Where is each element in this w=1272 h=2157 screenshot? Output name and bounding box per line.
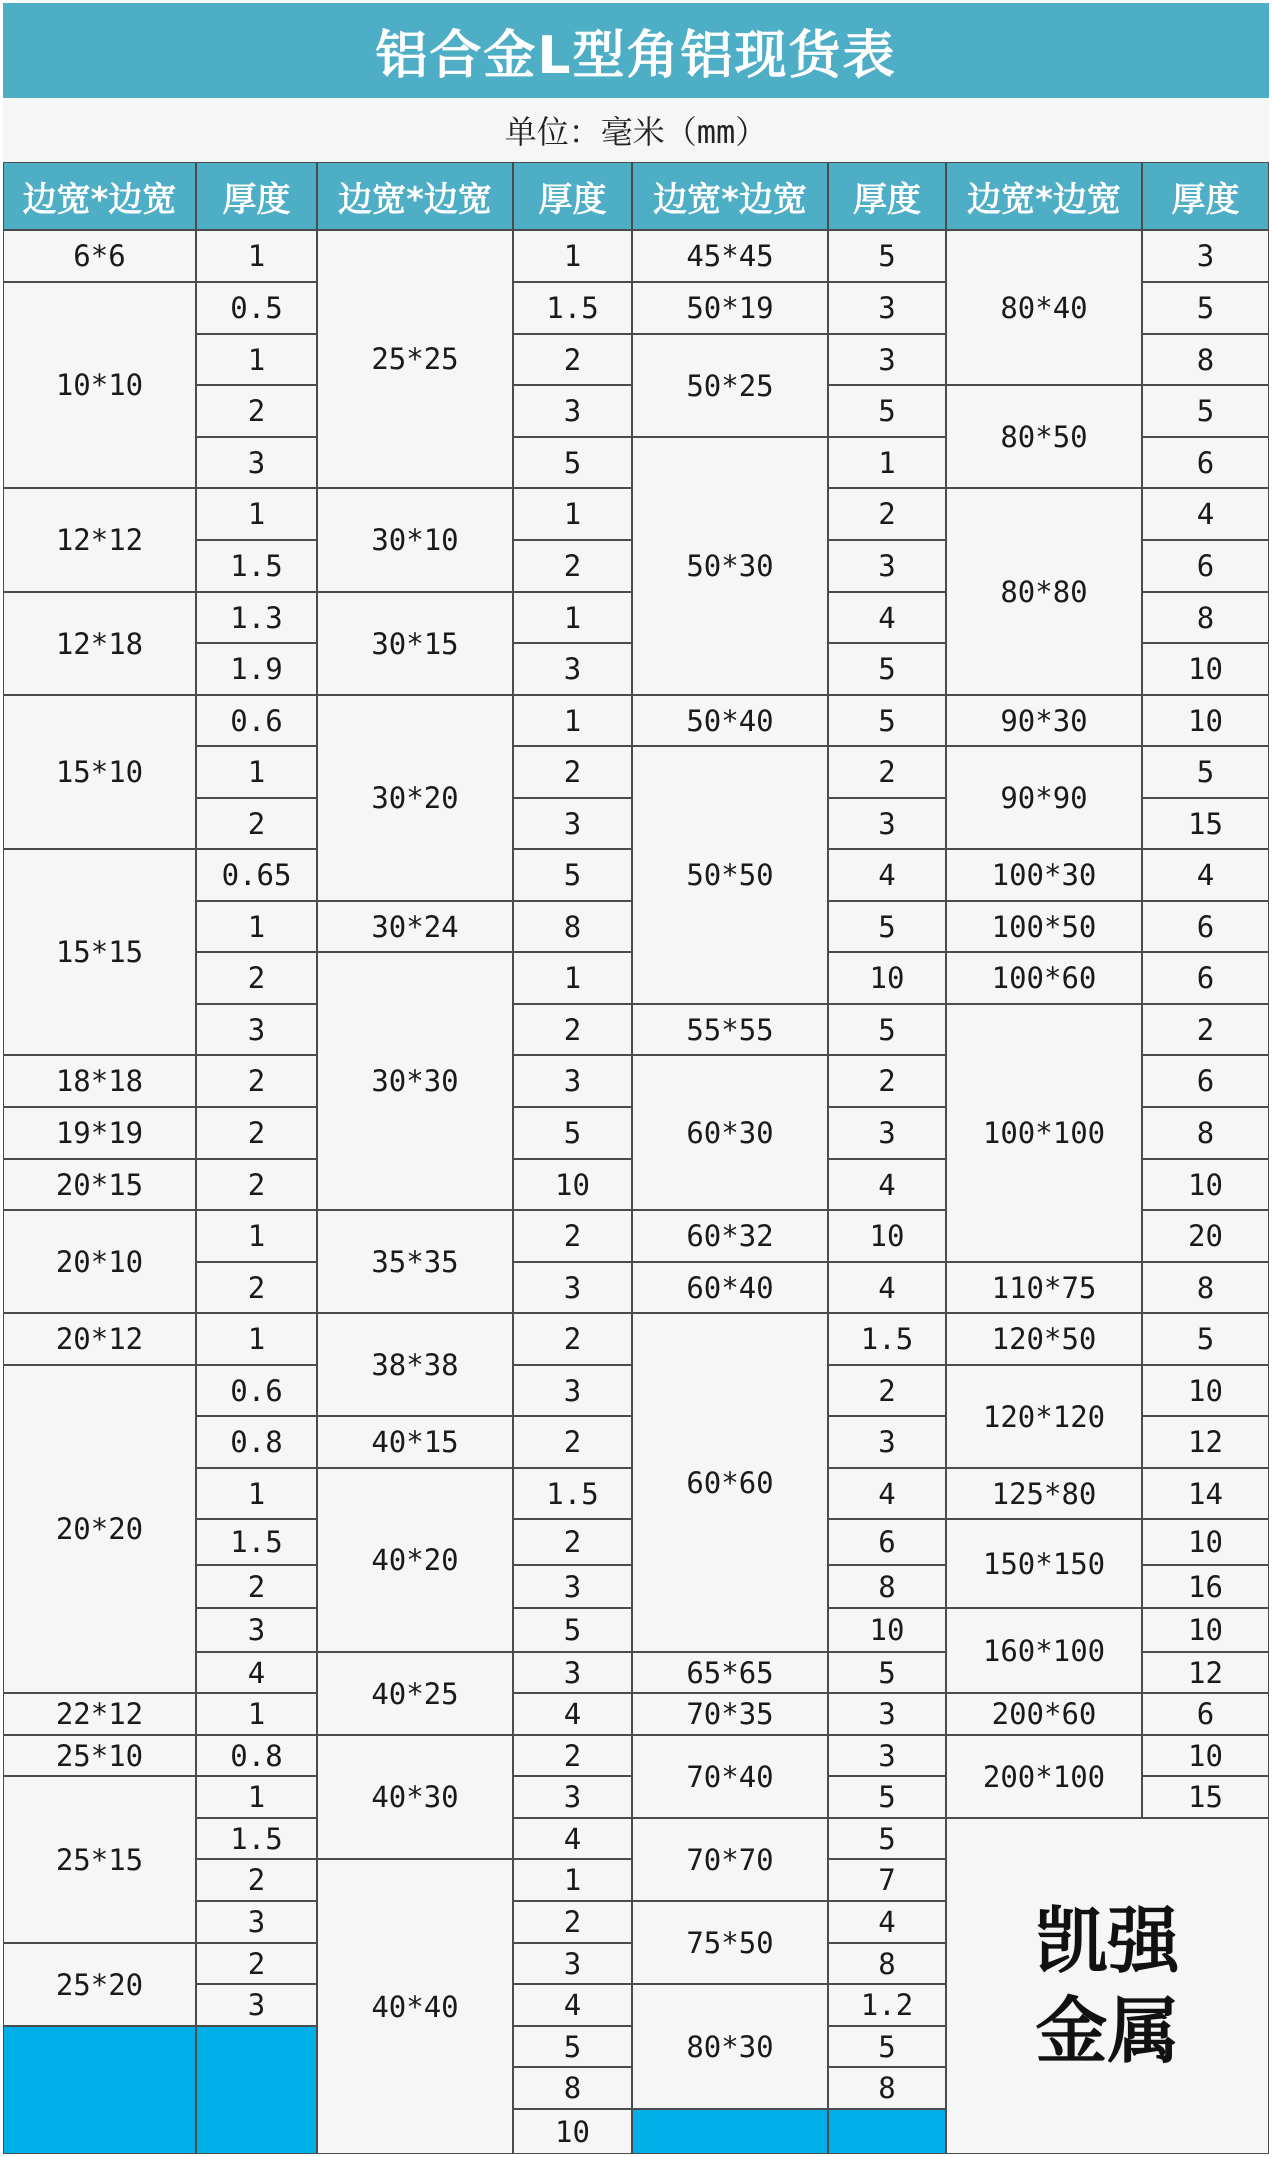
thickness-cell: 1: [196, 1468, 317, 1519]
thickness-cell: 1.5: [196, 1818, 317, 1859]
thickness-cell: 1: [196, 901, 317, 952]
column-header: 边宽*边宽: [3, 162, 196, 230]
thickness-cell: 2: [828, 488, 946, 540]
size-cell: 25*20: [3, 1943, 196, 2026]
thickness-cell: 3: [828, 334, 946, 385]
thickness-cell: 3: [513, 1565, 632, 1608]
thickness-cell: 3: [513, 1943, 632, 1984]
thickness-cell: 3: [196, 1004, 317, 1055]
thickness-cell: 15: [1142, 1776, 1269, 1818]
size-cell: 50*30: [632, 437, 828, 695]
size-cell: 90*30: [946, 695, 1142, 746]
thickness-cell: 1: [513, 695, 632, 746]
size-cell: 20*15: [3, 1159, 196, 1210]
thickness-cell: 10: [828, 1608, 946, 1652]
thickness-cell: 2: [828, 1055, 946, 1107]
column-header: 边宽*边宽: [946, 162, 1142, 230]
thickness-cell: 5: [828, 1776, 946, 1818]
thickness-cell: 1: [828, 437, 946, 488]
thickness-cell: 10: [1142, 695, 1269, 746]
thickness-cell: 10: [1142, 1608, 1269, 1652]
size-cell: 80*40: [946, 230, 1142, 385]
thickness-cell: 12: [1142, 1416, 1269, 1468]
thickness-cell: 5: [828, 695, 946, 746]
thickness-cell: 4: [1142, 849, 1269, 901]
thickness-cell: 3: [513, 643, 632, 695]
size-cell: 25*25: [317, 230, 513, 488]
thickness-cell: 3: [1142, 230, 1269, 282]
stock-table: [3, 162, 1269, 2154]
size-cell: 160*100: [946, 1608, 1142, 1693]
size-cell: 12*12: [3, 488, 196, 592]
thickness-cell: 5: [513, 1608, 632, 1652]
thickness-cell: 2: [196, 952, 317, 1004]
thickness-cell: 2: [196, 1107, 317, 1159]
thickness-cell: 3: [196, 1608, 317, 1652]
thickness-cell: 6: [1142, 1055, 1269, 1107]
size-cell: 30*24: [317, 901, 513, 952]
thickness-cell: 5: [1142, 746, 1269, 798]
thickness-cell: 4: [828, 1262, 946, 1313]
thickness-cell: 1: [513, 952, 632, 1004]
thickness-cell: 10: [1142, 1735, 1269, 1776]
size-cell: 38*38: [317, 1313, 513, 1416]
thickness-cell: 1.5: [513, 282, 632, 334]
size-cell: 20*20: [3, 1365, 196, 1693]
blue-filler-cell: [828, 2109, 946, 2154]
thickness-cell: 5: [828, 1818, 946, 1859]
thickness-cell: 3: [513, 798, 632, 849]
size-cell: 30*10: [317, 488, 513, 592]
size-cell: 10*10: [3, 282, 196, 488]
thickness-cell: 12: [1142, 1652, 1269, 1693]
thickness-cell: 20: [1142, 1210, 1269, 1262]
size-cell: 55*55: [632, 1004, 828, 1055]
size-cell: 80*30: [632, 1984, 828, 2109]
thickness-cell: 16: [1142, 1565, 1269, 1608]
size-cell: 30*15: [317, 592, 513, 695]
thickness-cell: 1: [196, 1776, 317, 1818]
size-cell: 40*30: [317, 1735, 513, 1859]
thickness-cell: 6: [828, 1519, 946, 1565]
thickness-cell: 10: [1142, 1365, 1269, 1416]
size-cell: 100*30: [946, 849, 1142, 901]
thickness-cell: 4: [828, 1159, 946, 1210]
thickness-cell: 5: [513, 849, 632, 901]
size-cell: 75*50: [632, 1901, 828, 1984]
thickness-cell: 1: [196, 230, 317, 282]
size-cell: 15*10: [3, 695, 196, 849]
thickness-cell: 14: [1142, 1468, 1269, 1519]
thickness-cell: 1: [196, 334, 317, 385]
unit-label: 单位：毫米（mm）: [504, 113, 768, 151]
size-cell: 110*75: [946, 1262, 1142, 1313]
thickness-cell: 5: [828, 1652, 946, 1693]
thickness-cell: 3: [513, 1652, 632, 1693]
thickness-cell: 2: [196, 1565, 317, 1608]
size-cell: 20*10: [3, 1210, 196, 1313]
thickness-cell: 1: [196, 1693, 317, 1735]
thickness-cell: 2: [828, 746, 946, 798]
thickness-cell: 3: [196, 437, 317, 488]
size-cell: 150*150: [946, 1519, 1142, 1608]
thickness-cell: 10: [513, 1159, 632, 1210]
thickness-cell: 5: [513, 1107, 632, 1159]
size-cell: 30*20: [317, 695, 513, 901]
thickness-cell: 6: [1142, 437, 1269, 488]
size-cell: 40*25: [317, 1652, 513, 1735]
thickness-cell: 2: [513, 1735, 632, 1776]
column-header: 厚度: [196, 162, 317, 230]
column-header: 厚度: [1142, 162, 1269, 230]
thickness-cell: 1.3: [196, 592, 317, 643]
thickness-cell: 3: [828, 1693, 946, 1735]
size-cell: 120*120: [946, 1365, 1142, 1468]
thickness-cell: 4: [828, 1901, 946, 1943]
thickness-cell: 1: [196, 1313, 317, 1365]
thickness-cell: 2: [196, 1055, 317, 1107]
size-cell: 200*60: [946, 1693, 1142, 1735]
size-cell: 18*18: [3, 1055, 196, 1107]
thickness-cell: 5: [828, 643, 946, 695]
thickness-cell: 2: [196, 1943, 317, 1984]
thickness-cell: 4: [828, 592, 946, 643]
size-cell: 50*19: [632, 282, 828, 334]
thickness-cell: 0.8: [196, 1416, 317, 1468]
thickness-cell: 10: [1142, 1519, 1269, 1565]
thickness-cell: 3: [513, 1055, 632, 1107]
thickness-cell: 4: [828, 1468, 946, 1519]
size-cell: 6*6: [3, 230, 196, 282]
thickness-cell: 5: [1142, 385, 1269, 437]
thickness-cell: 8: [1142, 1262, 1269, 1313]
thickness-cell: 3: [513, 1262, 632, 1313]
thickness-cell: 1.2: [828, 1984, 946, 2026]
size-cell: 60*40: [632, 1262, 828, 1313]
thickness-cell: 2: [513, 334, 632, 385]
column-header: 厚度: [513, 162, 632, 230]
page-title: 铝合金L型角铝现货表: [3, 3, 1269, 98]
thickness-cell: 6: [1142, 1693, 1269, 1735]
thickness-cell: 7: [828, 1859, 946, 1901]
thickness-cell: 5: [1142, 282, 1269, 334]
thickness-cell: 1.5: [828, 1313, 946, 1365]
thickness-cell: 10: [1142, 1159, 1269, 1210]
size-cell: 30*30: [317, 952, 513, 1210]
size-cell: 35*35: [317, 1210, 513, 1313]
column-header: 边宽*边宽: [317, 162, 513, 230]
thickness-cell: 3: [828, 1416, 946, 1468]
brand-name-line-2: 金属: [1035, 1989, 1180, 2073]
column-header: 边宽*边宽: [632, 162, 828, 230]
size-cell: 120*50: [946, 1313, 1142, 1365]
size-cell: 70*40: [632, 1735, 828, 1818]
thickness-cell: 1.5: [196, 540, 317, 592]
thickness-cell: 5: [828, 385, 946, 437]
size-cell: 70*70: [632, 1818, 828, 1901]
thickness-cell: 1: [513, 488, 632, 540]
thickness-cell: 5: [828, 901, 946, 952]
thickness-cell: 0.6: [196, 695, 317, 746]
thickness-cell: 4: [828, 849, 946, 901]
thickness-cell: 1: [513, 230, 632, 282]
thickness-cell: 1.9: [196, 643, 317, 695]
thickness-cell: 1: [196, 488, 317, 540]
size-cell: 60*60: [632, 1313, 828, 1652]
thickness-cell: 4: [513, 1984, 632, 2026]
thickness-cell: 3: [828, 1735, 946, 1776]
thickness-cell: 8: [513, 2067, 632, 2109]
thickness-cell: 5: [513, 2026, 632, 2067]
brand-name-line-1: 凯强: [1035, 1899, 1180, 1983]
size-cell: 60*32: [632, 1210, 828, 1262]
thickness-cell: 0.5: [196, 282, 317, 334]
thickness-cell: 4: [513, 1818, 632, 1859]
thickness-cell: 6: [1142, 540, 1269, 592]
thickness-cell: 0.8: [196, 1735, 317, 1776]
thickness-cell: 6: [1142, 952, 1269, 1004]
thickness-cell: 3: [828, 798, 946, 849]
thickness-cell: 3: [196, 1901, 317, 1943]
size-cell: 19*19: [3, 1107, 196, 1159]
size-cell: 40*40: [317, 1859, 513, 2154]
thickness-cell: 5: [1142, 1313, 1269, 1365]
size-cell: 50*25: [632, 334, 828, 437]
thickness-cell: 2: [1142, 1004, 1269, 1055]
thickness-cell: 1: [196, 1210, 317, 1262]
blue-filler-cell: [632, 2109, 828, 2154]
thickness-cell: 1: [513, 1859, 632, 1901]
column-header: 厚度: [828, 162, 946, 230]
thickness-cell: 5: [513, 437, 632, 488]
size-cell: 25*15: [3, 1776, 196, 1943]
thickness-cell: 10: [513, 2109, 632, 2154]
size-cell: 22*12: [3, 1693, 196, 1735]
size-cell: 50*50: [632, 746, 828, 1004]
size-cell: 200*100: [946, 1735, 1142, 1818]
thickness-cell: 10: [828, 1210, 946, 1262]
thickness-cell: 2: [513, 540, 632, 592]
thickness-cell: 2: [513, 1416, 632, 1468]
size-cell: 70*35: [632, 1693, 828, 1735]
thickness-cell: 2: [196, 1159, 317, 1210]
thickness-cell: 5: [828, 1004, 946, 1055]
thickness-cell: 4: [1142, 488, 1269, 540]
size-cell: 40*15: [317, 1416, 513, 1468]
thickness-cell: 8: [513, 901, 632, 952]
thickness-cell: 8: [828, 2067, 946, 2109]
thickness-cell: 2: [196, 1859, 317, 1901]
thickness-cell: 8: [1142, 334, 1269, 385]
thickness-cell: 2: [513, 1519, 632, 1565]
thickness-cell: 0.65: [196, 849, 317, 901]
size-cell: 12*18: [3, 592, 196, 695]
size-cell: 80*50: [946, 385, 1142, 488]
thickness-cell: 15: [1142, 798, 1269, 849]
thickness-cell: 6: [1142, 901, 1269, 952]
size-cell: 25*10: [3, 1735, 196, 1776]
thickness-cell: 5: [828, 230, 946, 282]
thickness-cell: 3: [828, 1107, 946, 1159]
size-cell: 40*20: [317, 1468, 513, 1652]
size-cell: 50*40: [632, 695, 828, 746]
thickness-cell: 1: [513, 592, 632, 643]
thickness-cell: 1.5: [196, 1519, 317, 1565]
thickness-cell: 8: [1142, 592, 1269, 643]
size-cell: 100*100: [946, 1004, 1142, 1262]
size-cell: 45*45: [632, 230, 828, 282]
thickness-cell: 5: [828, 2026, 946, 2067]
brand-block: [946, 1818, 1269, 2154]
thickness-cell: 3: [513, 385, 632, 437]
thickness-cell: 1: [196, 746, 317, 798]
size-cell: 20*12: [3, 1313, 196, 1365]
thickness-cell: 8: [828, 1943, 946, 1984]
thickness-cell: 1.5: [513, 1468, 632, 1519]
size-cell: 65*65: [632, 1652, 828, 1693]
thickness-cell: 2: [828, 1365, 946, 1416]
thickness-cell: 8: [1142, 1107, 1269, 1159]
thickness-cell: 2: [513, 746, 632, 798]
thickness-cell: 8: [828, 1565, 946, 1608]
size-cell: 100*60: [946, 952, 1142, 1004]
thickness-cell: 4: [513, 1693, 632, 1735]
thickness-cell: 4: [196, 1652, 317, 1693]
size-cell: 100*50: [946, 901, 1142, 952]
thickness-cell: 2: [196, 385, 317, 437]
thickness-cell: 3: [513, 1776, 632, 1818]
price-sheet: [3, 3, 1269, 2154]
thickness-cell: 2: [513, 1004, 632, 1055]
thickness-cell: 2: [513, 1313, 632, 1365]
thickness-cell: 2: [196, 798, 317, 849]
size-cell: 60*30: [632, 1055, 828, 1210]
blue-filler-cell: [196, 2026, 317, 2154]
thickness-cell: 2: [196, 1262, 317, 1313]
thickness-cell: 3: [828, 540, 946, 592]
thickness-cell: 3: [196, 1984, 317, 2026]
thickness-cell: 2: [513, 1210, 632, 1262]
thickness-cell: 3: [513, 1365, 632, 1416]
size-cell: 80*80: [946, 488, 1142, 695]
thickness-cell: 2: [513, 1901, 632, 1943]
blue-filler-cell: [3, 2026, 196, 2154]
size-cell: 90*90: [946, 746, 1142, 849]
thickness-cell: 3: [828, 282, 946, 334]
thickness-cell: 0.6: [196, 1365, 317, 1416]
thickness-cell: 10: [828, 952, 946, 1004]
thickness-cell: 10: [1142, 643, 1269, 695]
size-cell: 15*15: [3, 849, 196, 1055]
size-cell: 125*80: [946, 1468, 1142, 1519]
